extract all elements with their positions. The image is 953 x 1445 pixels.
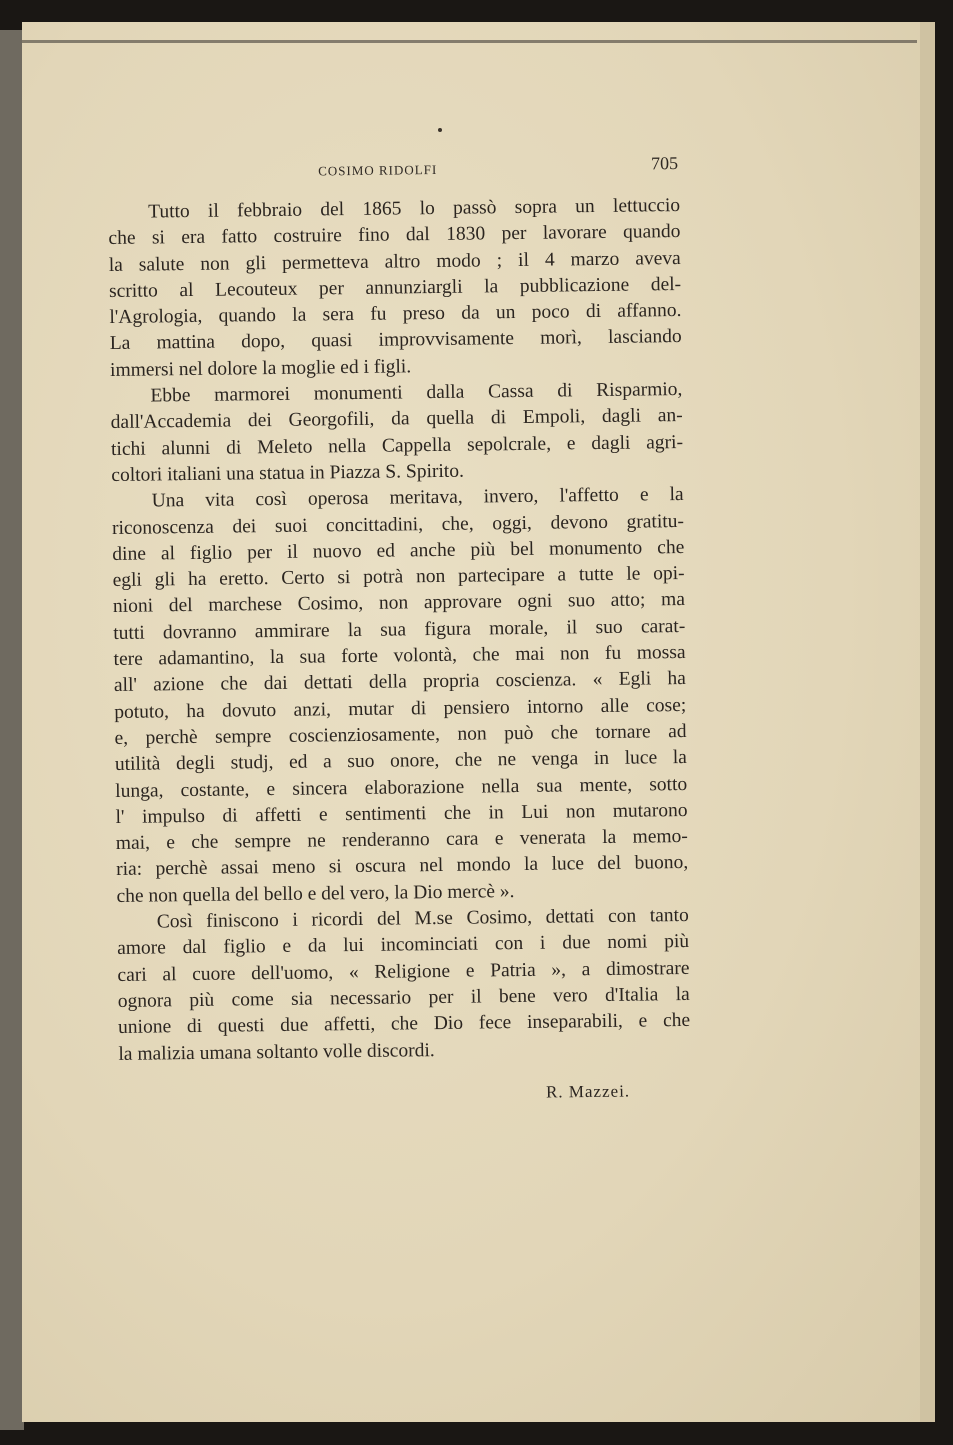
text-line: potuto, ha dovuto anzi, mutar di pensiero intorno alle cose; [114,694,687,723]
text-line: cari al cuore dell'uomo, « Religione e Patria », a dimostrare [117,957,690,986]
text-line: immersi nel dolore la moglie ed i figli. [109,356,412,381]
text-line: e, perchè sempre coscienziosamente, non può che tornare ad [114,720,687,749]
text-line: egli gli ha eretto. Certo si potrà non partecipare a tutte le opi- [112,563,685,592]
text-line: tutti dovranno ammirare la sua figura morale, il suo carat- [113,615,686,644]
paragraph [108,193,682,384]
text-line: la salute non gli permetteva altro modo ; il 4 marzo aveva [108,247,681,276]
text-line: all' azione che dai dettati della propria coscienza. « Egli ha [113,668,687,697]
text-line: utilità degli studj, ed a suo onore, che ne venga in luce la [114,747,687,776]
text-line: l' impulso di affetti e sentimenti che in Lui non mutarono [115,799,688,828]
text-line: Così finiscono i ricordi del M.se Cosimo, dettati con tanto [156,904,689,933]
text-line: Una vita così operosa meritava, invero, l'affetto e la [151,484,684,512]
running-title: COSIMO RIDOLFI [318,161,438,179]
text-line: ria: perchè assai meno si oscura nel mondo la luce del buono, [116,852,689,881]
text-line: Tutto il febbraio del 1865 lo passò sopra un lettuccio [148,195,681,223]
text-line: La mattina dopo, quasi improvvisamente morì, lasciando [109,326,682,355]
page-top-edge [22,40,917,43]
text-line: che si era fatto costruire fino dal 1830 per lavorare quando [108,221,681,250]
text-line: riconoscenza dei suoi concittadini, che, oggi, devono gratitu- [111,510,685,539]
text-line: l'Agrologia, quando la sera fu preso da un poco di affanno. [109,300,682,329]
text-line: la malizia umana soltanto volle discordi. [118,1039,435,1065]
text-line: ognora più come sia necessario per il bene vero d'Italia la [117,983,690,1012]
ink-dot [438,128,442,132]
text-line: Ebbe marmorei monumenti dalla Cassa di Risparmio, [150,379,683,407]
page-number: 705 [650,153,679,174]
text-line: amore dal figlio e da lui incominciati con i due nomi più [117,931,690,960]
text-line: lunga, costante, e sincera elaborazione nella sua mente, sotto [115,773,688,802]
text-line: tichi alunni di Meleto nella Cappella sepolcrale, e dagli agri- [110,431,684,460]
author-signature: R. Mazzei. [545,1081,631,1102]
body-text [108,193,691,1068]
text-line: dine al figlio per il nuovo ed anche più bel monumento che [112,536,685,565]
text-line: tere adamantino, la sua forte volontà, che mai non fu mossa [113,642,686,671]
text-line: che non quella del bello e del vero, la Dio mercè ». [116,880,515,907]
text-line: dall'Accademia dei Georgofili, da quella di Empoli, dagli an- [110,405,683,434]
text-line: unione di questi due affetti, che Dio fece inseparabili, e che [117,1010,691,1039]
text-line: coltori italiani una statua in Piazza S. Spirito. [111,460,465,486]
text-line: nioni del marchese Cosimo, non approvare ogni suo atto; ma [112,589,686,618]
book-spine-edge [0,30,24,1430]
paragraph [110,377,683,489]
text-line: mai, e che sempre ne renderanno cara e venerata la memo- [115,826,688,855]
paragraph [112,482,689,910]
text-line: scritto al Lecouteux per annunziargli la pubblicazione del- [108,273,682,302]
paragraph [117,903,691,1068]
